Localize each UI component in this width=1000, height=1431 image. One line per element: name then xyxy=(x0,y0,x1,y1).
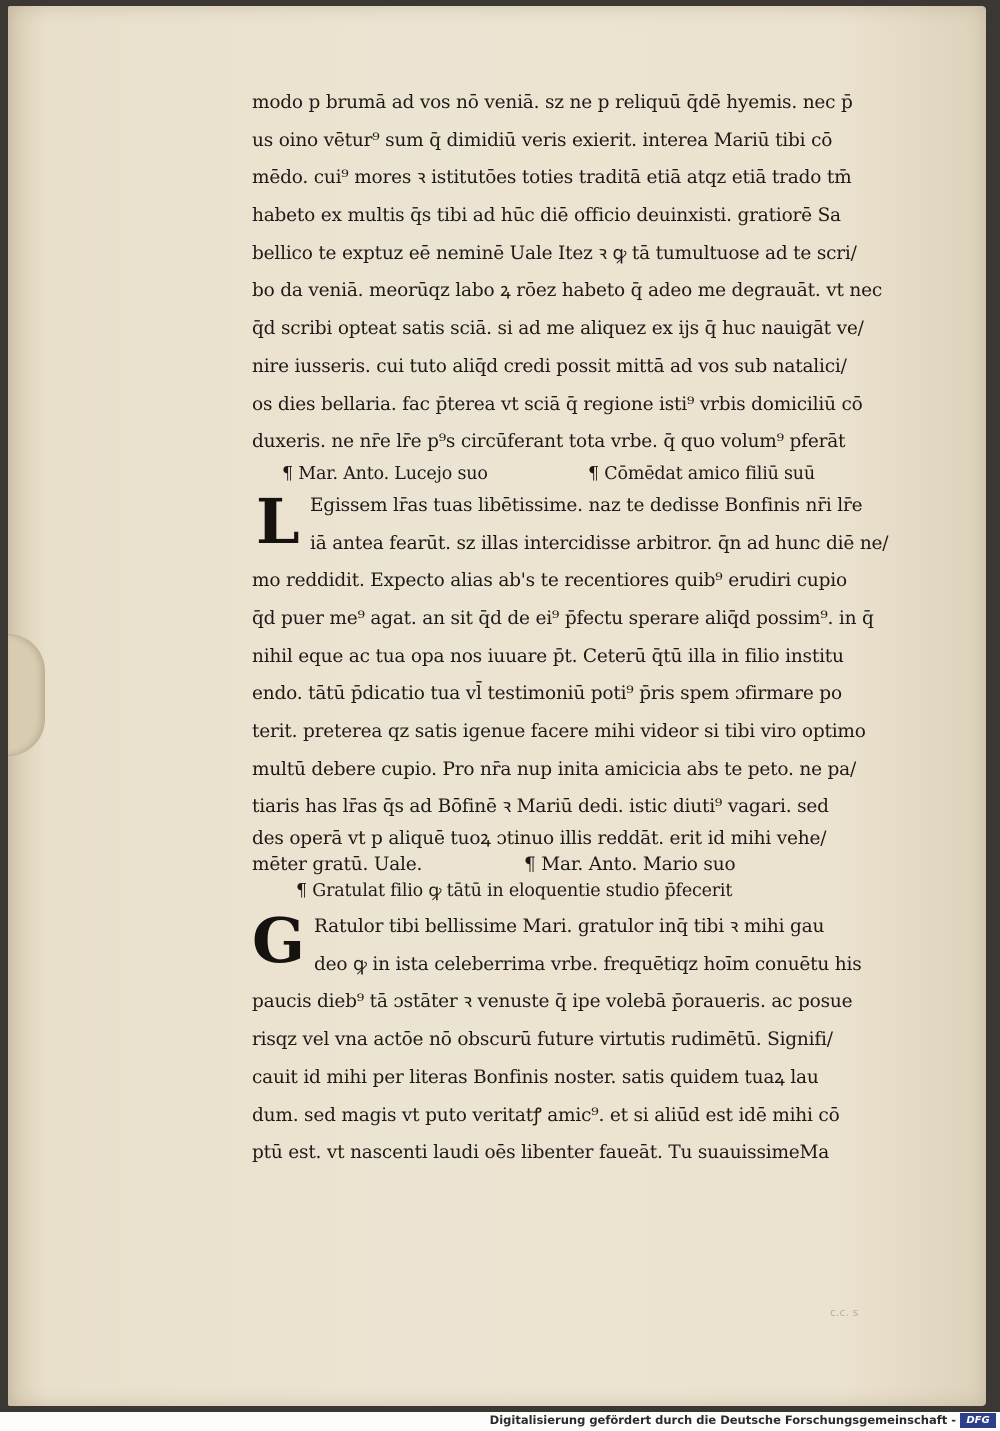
text-line: bellico te exptuz eē neminē Uale Itez ꝛ ꝙ tā tumultuose ad te scri/ xyxy=(252,242,857,264)
line-tight-2-right: ¶ Mar. Anto. Mario suo xyxy=(524,854,736,876)
text-line: q̄d scribi opteat satis sciā. si ad me aliquez ex ijs q̄ huc nauigāt ve/ xyxy=(252,318,864,340)
text-line: duxeris. ne nr̄e lr̄e p⁹s circūferant tota vrbe. q̄ quo volum⁹ pferāt xyxy=(252,431,846,453)
initial-letter-g: G xyxy=(252,904,305,978)
text-line: cauit id mihi per literas Bonfinis noster. satis quidem tuaꝝ lau xyxy=(252,1066,819,1088)
text-line: us oino vētur⁹ sum q̄ dimidiū veris exierit. interea Mariū tibi cō xyxy=(252,129,833,151)
text-line: deo ꝙ in ista celeberrima vrbe. frequētiqz hoīm conuētu his xyxy=(314,953,862,975)
pencil-note: c.c. s xyxy=(830,1306,859,1319)
footer-credit: Digitalisierung gefördert durch die Deutsche Forschungsgemeinschaft - xyxy=(489,1413,956,1427)
dfg-logo: DFG xyxy=(960,1413,996,1428)
text-line: nihil eque ac tua opa nos iuuare p̄t. Ceterū q̄tū illa in filio institu xyxy=(252,645,844,667)
section-2 xyxy=(252,484,889,826)
page-text xyxy=(252,84,889,1172)
text-line: iā antea fearūt. sz illas intercidisse arbitror. q̄n ad hunc diē ne/ xyxy=(310,532,889,554)
text-line: terit. preterea qz satis igenue facere mihi videor si tibi viro optimo xyxy=(252,721,866,742)
text-line: endo. tātū p̄dicatio tua vl̄ testimoniū poti⁹ p̄ris spem ɔfirmare po xyxy=(252,683,842,705)
text-line: Egissem lr̄as tuas libētissime. naz te dedisse Bonfinis nr̄i lr̄e xyxy=(310,494,863,516)
text-line: bo da veniā. meorūqz labo ꝝ rōez habeto q̄ adeo me degrauāt. vt nec xyxy=(252,280,882,302)
text-line: modo p brumā ad vos nō veniā. sz ne p reliquū q̄dē hyemis. nec p̄ xyxy=(252,92,853,113)
line-tight-1: des operā vt p aliquē tuoꝝ ɔtinuo illis reddāt. erit id mihi vehe/ xyxy=(252,828,827,850)
line-tight-2 xyxy=(252,852,882,878)
text-line: dum. sed magis vt puto veritatꝭ amic⁹. et si aliūd est idē mihi cō xyxy=(252,1104,840,1126)
heading-2: ¶ Gratulat filio ꝙ tātū in eloquentie studio p̄fecerit xyxy=(296,881,733,902)
text-line: tiaris has lr̄as q̄s ad Bōfinē ꝛ Mariū dedi. istic diuti⁹ vagari. sed xyxy=(252,796,829,818)
heading-1-left: ¶ Mar. Anto. Lucejo suo xyxy=(282,463,488,484)
text-line: mēdo. cui⁹ mores ꝛ istitutōes toties traditā etiā atqz etiā trado tm̄ xyxy=(252,167,852,189)
line-tight-2-left: mēter gratū. Uale. xyxy=(252,854,423,876)
heading-1-right: ¶ Cōmēdat amico filiū suū xyxy=(588,463,815,484)
section-3 xyxy=(252,904,882,1172)
text-line: os dies bellaria. fac p̄terea vt sciā q̄ regione isti⁹ vrbis domiciliū cō xyxy=(252,393,863,415)
text-line: habeto ex multis q̄s tibi ad hūc diē officio deuinxisti. gratiorē Sa xyxy=(252,205,841,227)
text-line: risqz vel vna actōe nō obscurū future virtutis rudimētū. Signifi/ xyxy=(252,1029,833,1051)
section-2-lines xyxy=(252,484,889,826)
text-line: mo reddidit. Expecto alias ab's te recentiores quib⁹ erudiri cupio xyxy=(252,570,847,592)
text-line: Ratulor tibi bellissime Mari. gratulor inq̄ tibi ꝛ mihi gau xyxy=(314,916,825,938)
text-line: paucis dieb⁹ tā ɔstāter ꝛ venuste q̄ ipe volebā p̄oraueris. ac posue xyxy=(252,991,853,1013)
initial-letter-l: L xyxy=(256,484,300,558)
text-line: nire iusseris. cui tuto aliq̄d credi possit mittā ad vos sub natalici/ xyxy=(252,355,847,377)
text-line: ptū est. vt nascenti laudi oēs libenter faueāt. Tu suauissimeMa xyxy=(252,1142,830,1164)
section-3-lines xyxy=(252,904,882,1172)
text-line: multū debere cupio. Pro nr̄a nup inita amicicia abs te peto. ne pa/ xyxy=(252,758,857,780)
heading-1 xyxy=(252,461,882,487)
text-line: q̄d puer me⁹ agat. an sit q̄d de ei⁹ p̄fectu sperare aliq̄d possim⁹. in q̄ xyxy=(252,607,874,629)
section-1 xyxy=(252,84,882,461)
page-clip xyxy=(8,634,45,756)
